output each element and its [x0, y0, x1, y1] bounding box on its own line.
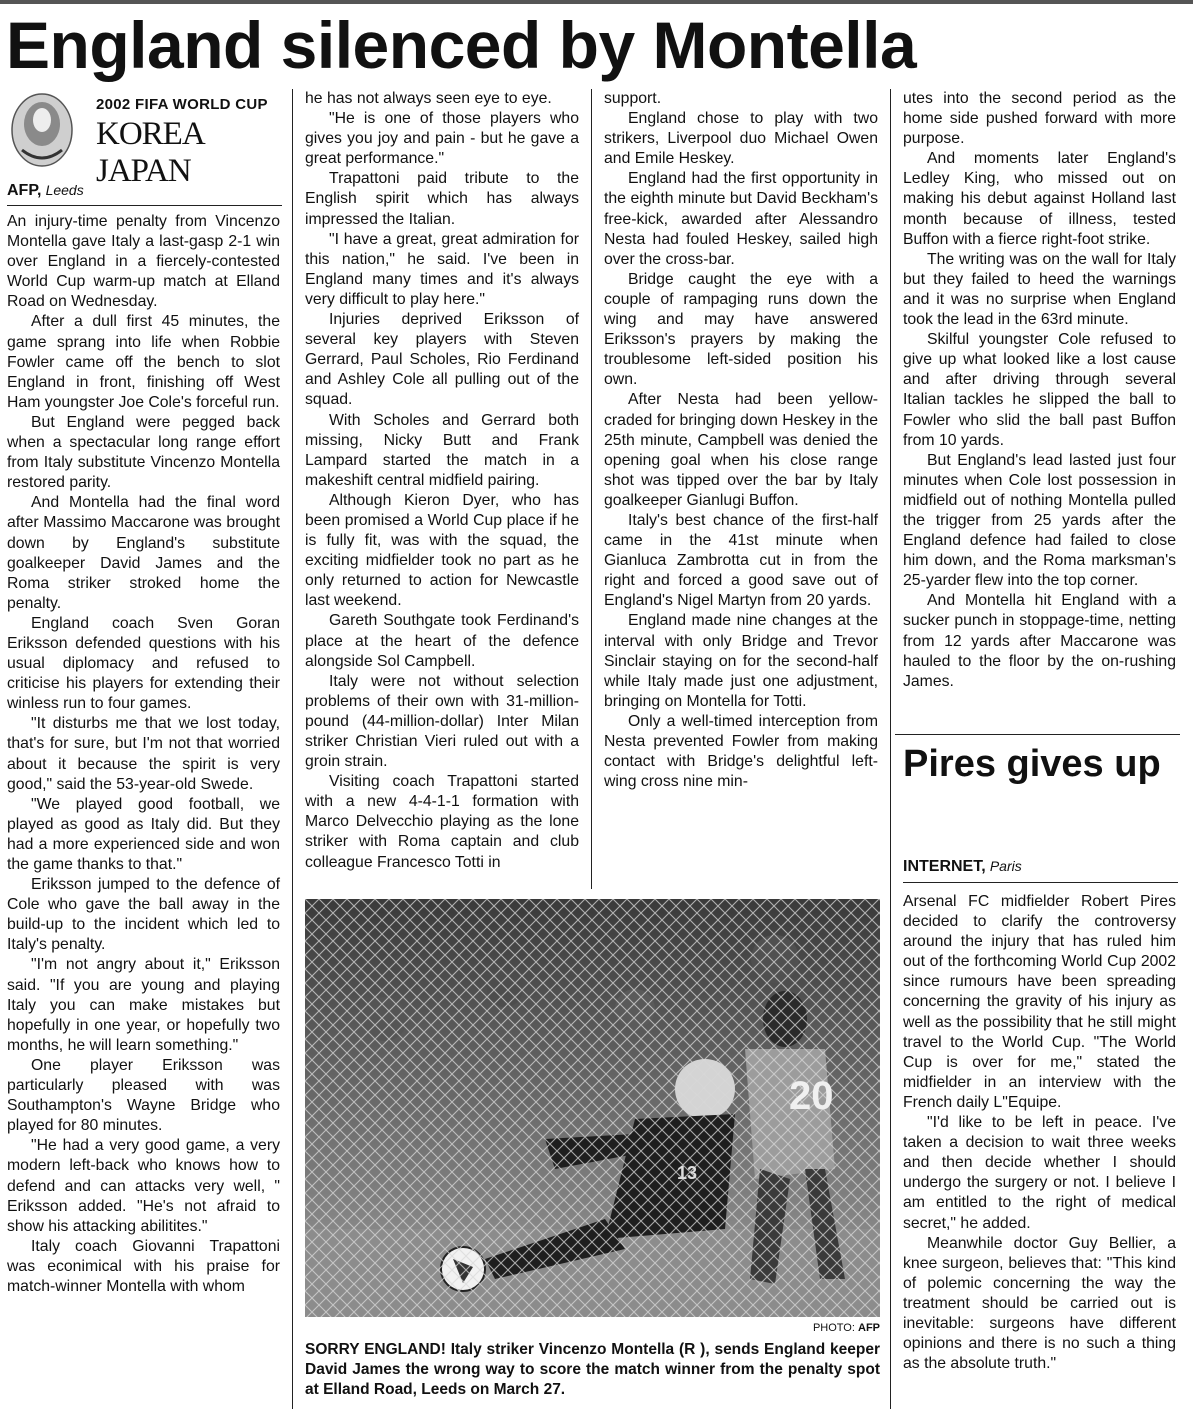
paragraph: "I'm not angry about it," Eriksson said. "If you are young and playing Italy you can make mistakes but hopefully in one year, or hopefully two months, he will learn something.": [7, 956, 280, 1054]
paragraph: With Scholes and Gerrard both missing, Nicky Butt and Frank Lampard started the match in a makeshift central midfield pairing.: [305, 411, 579, 489]
paragraph: Although Kieron Dyer, who has been promised a World Cup place if he is fully fit, was with the squad, the exciting midfielder took no part as he only returned to action for Newcastle last weekend.: [305, 491, 579, 610]
keeper-shirt-number: 13: [677, 1163, 698, 1183]
paragraph: After Nesta had been yellow-craded for bringing down Heskey in the 25th minute, Campbell was denied the opening goal when his close range shot was tipped over the bar by Italy goalkeeper Gianlugi Buffon.: [604, 391, 878, 509]
paragraph: One player Eriksson was particularly pleased with was Southampton's Wayne Bridge who played for 80 minutes.: [7, 1056, 280, 1135]
paragraph: Eriksson jumped to the defence of Cole who gave the ball away in the build-up to the incident which led to Italy's penalty.: [7, 876, 280, 954]
paragraph: But England were pegged back when a spectacular long range effort from Italy substitute Vincenzo Montella restored parity.: [7, 413, 280, 492]
main-headline: England silenced by Montella: [6, 8, 917, 82]
top-rule: [0, 0, 1193, 4]
logo-event-text: 2002 FIFA WORLD CUP: [96, 96, 268, 113]
paragraph: "He had a very good game, a very modern left-back who knows how to defend and can attacks very well, " Eriksson added. "He's not afraid to show his attacking abilitites.": [7, 1137, 280, 1235]
paragraph: "I have a great, great admiration for this nation," he said. I've been in England many times and it's always very difficult to play here.": [305, 230, 579, 308]
photo-credit: [780, 1322, 880, 1334]
striker-shirt-number: 20: [789, 1074, 834, 1118]
paragraph: After a dull first 45 minutes, the game sprang into life when Robbie Fowler came off the bench to slot England in front, finishing off West Ham youngster Joe Cole's forceful run.: [7, 313, 280, 411]
paragraph: But England's lead lasted just four minutes when Cole lost possession in midfield out of nothing Montella pulled the trigger from 25 yards after the England defence had failed to close him down, and the Roma marksman's 25-yarder flew into the top corner.: [903, 451, 1176, 590]
paragraph: Italy coach Giovanni Trapattoni was econimical with his praise for match-winner Montella with whom: [7, 1237, 280, 1295]
logo-host-text: KOREA JAPAN: [96, 116, 203, 189]
match-photo: [305, 899, 880, 1317]
main-byline: [7, 180, 84, 201]
paragraph: And Montella had the final word after Massimo Maccarone was brought down by England's substitute goalkeeper David James and the Roma striker stroked home the penalty.: [7, 494, 280, 612]
paragraph: And moments later England's Ledley King, who missed out on making his debut against Holland last month because of illness, tested Buffon with a fierce right-foot strike.: [903, 150, 1176, 248]
byline-rule: [7, 205, 282, 206]
paragraph: Bridge caught the eye with a couple of rampaging runs down the wing and may have answered Eriksson's prayers by making the troublesome left-sided position his own.: [604, 270, 878, 389]
sidebar-headline: Pires gives up: [903, 743, 1161, 785]
byline-place: Paris: [989, 858, 1022, 874]
paragraph: England chose to play with two strikers, Liverpool duo Michael Owen and Emile Heskey.: [604, 110, 878, 168]
story-column-4: [903, 89, 1176, 692]
byline-place: Leeds: [45, 182, 84, 198]
paragraph: "We played good football, we played as good as Italy did. But they had a more experienced side and won the game thanks to that.": [7, 795, 280, 873]
byline-source: INTERNET,: [903, 858, 986, 875]
story-column-1: [7, 212, 280, 1297]
paragraph: Italy were not without selection problems of their own with 31-million-pound (44-million-dollar) Inter Milan striker Christian Vieri ruled out with a groin strain.: [305, 672, 579, 771]
paragraph: Italy's best chance of the first-half came in the 41st minute when Gianluca Zambrotta cut in from the right and forced a good save out of England's Nigel Martyn from 20 yards.: [604, 511, 878, 610]
paragraph: Visiting coach Trapattoni started with a new 4-4-1-1 formation with Marco Delvecchio playing as the lone striker with Roma captain and club colleague Francesco Totti in: [305, 773, 579, 871]
paragraph: "He is one of those players who gives you joy and pain - but he gave a great performance.": [305, 110, 579, 168]
paragraph: support.: [604, 90, 662, 107]
byline-source: AFP,: [7, 182, 42, 199]
paragraph: Injuries deprived Eriksson of several key players with Steven Gerrard, Paul Scholes, Rio Ferdinand and Ashley Cole all pulling out of the squad.: [305, 311, 579, 409]
paragraph: And Montella hit England with a sucker punch in stoppage-time, netting from 12 yards after Maccarone was hauled to the floor by the on-rushing James.: [903, 592, 1176, 690]
paragraph: England coach Sven Goran Eriksson defended questions with his usual diplomacy and refused to criticise his players for extending their winless run to four games.: [7, 614, 280, 713]
sidebar-rule: [895, 734, 1180, 735]
paragraph: England had the first opportunity in the eighth minute but David Beckham's free-kick, awarded after Alessandro Nesta had fouled Heskey, sailed high over the cross-bar.: [604, 170, 878, 268]
column-rule: [890, 89, 891, 1409]
paragraph: Meanwhile doctor Guy Bellier, a knee surgeon, believes that: "This kind of polemic concerning the way the treatment should be carried out is inevitable: surgeons have different opinions and there is no such a thing as the absolute truth.": [903, 1234, 1176, 1373]
photo-credit-prefix: PHOTO:: [812, 1322, 855, 1334]
photo-caption: SORRY ENGLAND! Italy striker Vincenzo Montella (R ), sends England keeper David James the wrong way to score the match winner from the penalty spot at Elland Road, Leeds on March 27.: [305, 1341, 880, 1398]
world-cup-logo: [8, 88, 283, 189]
paragraph: An injury-time penalty from Vincenzo Montella gave Italy a last-gasp 2-1 win over England in a fiercely-contested World Cup warm-up match at Elland Road on Wednesday.: [7, 213, 280, 311]
byline-rule: [903, 882, 1178, 883]
paragraph: "I'd like to be left in peace. I've taken a decision to wait three weeks and then decide whether I should undergo the surgery or not. I believe I am entitled to the right of medical secret," he added.: [903, 1114, 1176, 1232]
penalty-scene-illustration: [305, 899, 880, 1317]
paragraph: Only a well-timed interception from Nesta prevented Fowler from making contact with Bridge's delightful left-wing cross nine min-: [604, 712, 878, 791]
photo-credit-source: AFP: [858, 1322, 880, 1334]
story-column-3: [604, 89, 878, 792]
paragraph: Trapattoni paid tribute to the English spirit which has always impressed the Italian.: [305, 170, 579, 228]
paragraph: The writing was on the wall for Italy but they failed to heed the warnings and it was no surprise when England took the lead in the 63rd minute.: [903, 250, 1176, 329]
sidebar-column: [903, 892, 1176, 1374]
paragraph: Gareth Southgate took Ferdinand's place at the heart of the defence alongside Sol Campbell.: [305, 612, 579, 670]
sidebar-byline: [903, 856, 1022, 877]
paragraph: England made nine changes at the interval with only Bridge and Trevor Sinclair staying on for the second-half while Italy made just one adjustment, bringing on Montella for Totti.: [604, 612, 878, 710]
story-column-2: [305, 89, 579, 873]
paragraph: he has not always seen eye to eye.: [305, 90, 552, 107]
paragraph: utes into the second period as the home side pushed forward with more purpose.: [903, 90, 1176, 148]
column-rule: [292, 89, 293, 1409]
paragraph: "It disturbs me that we lost today, that's for sure, but I'm not that worried about it because the spirit is very good," said the 53-year-old Swede.: [7, 715, 280, 793]
column-rule: [591, 89, 592, 889]
paragraph: Arsenal FC midfielder Robert Pires decided to clarify the controversy around the injury that has ruled him out of the forthcoming World Cup 2002 since rumours have been spreading concerning the gravity of his injury as well as the possibility that he still might travel to the World Cup. "The World Cup is over for me," stated the midfielder in an interview with the French daily L"Equipe.: [903, 893, 1176, 1111]
paragraph: Skilful youngster Cole refused to give up what looked like a lost cause and after driving through several Italian tackles he slipped the ball to Fowler who slid the ball past Buffon from 10 yards.: [903, 331, 1176, 449]
